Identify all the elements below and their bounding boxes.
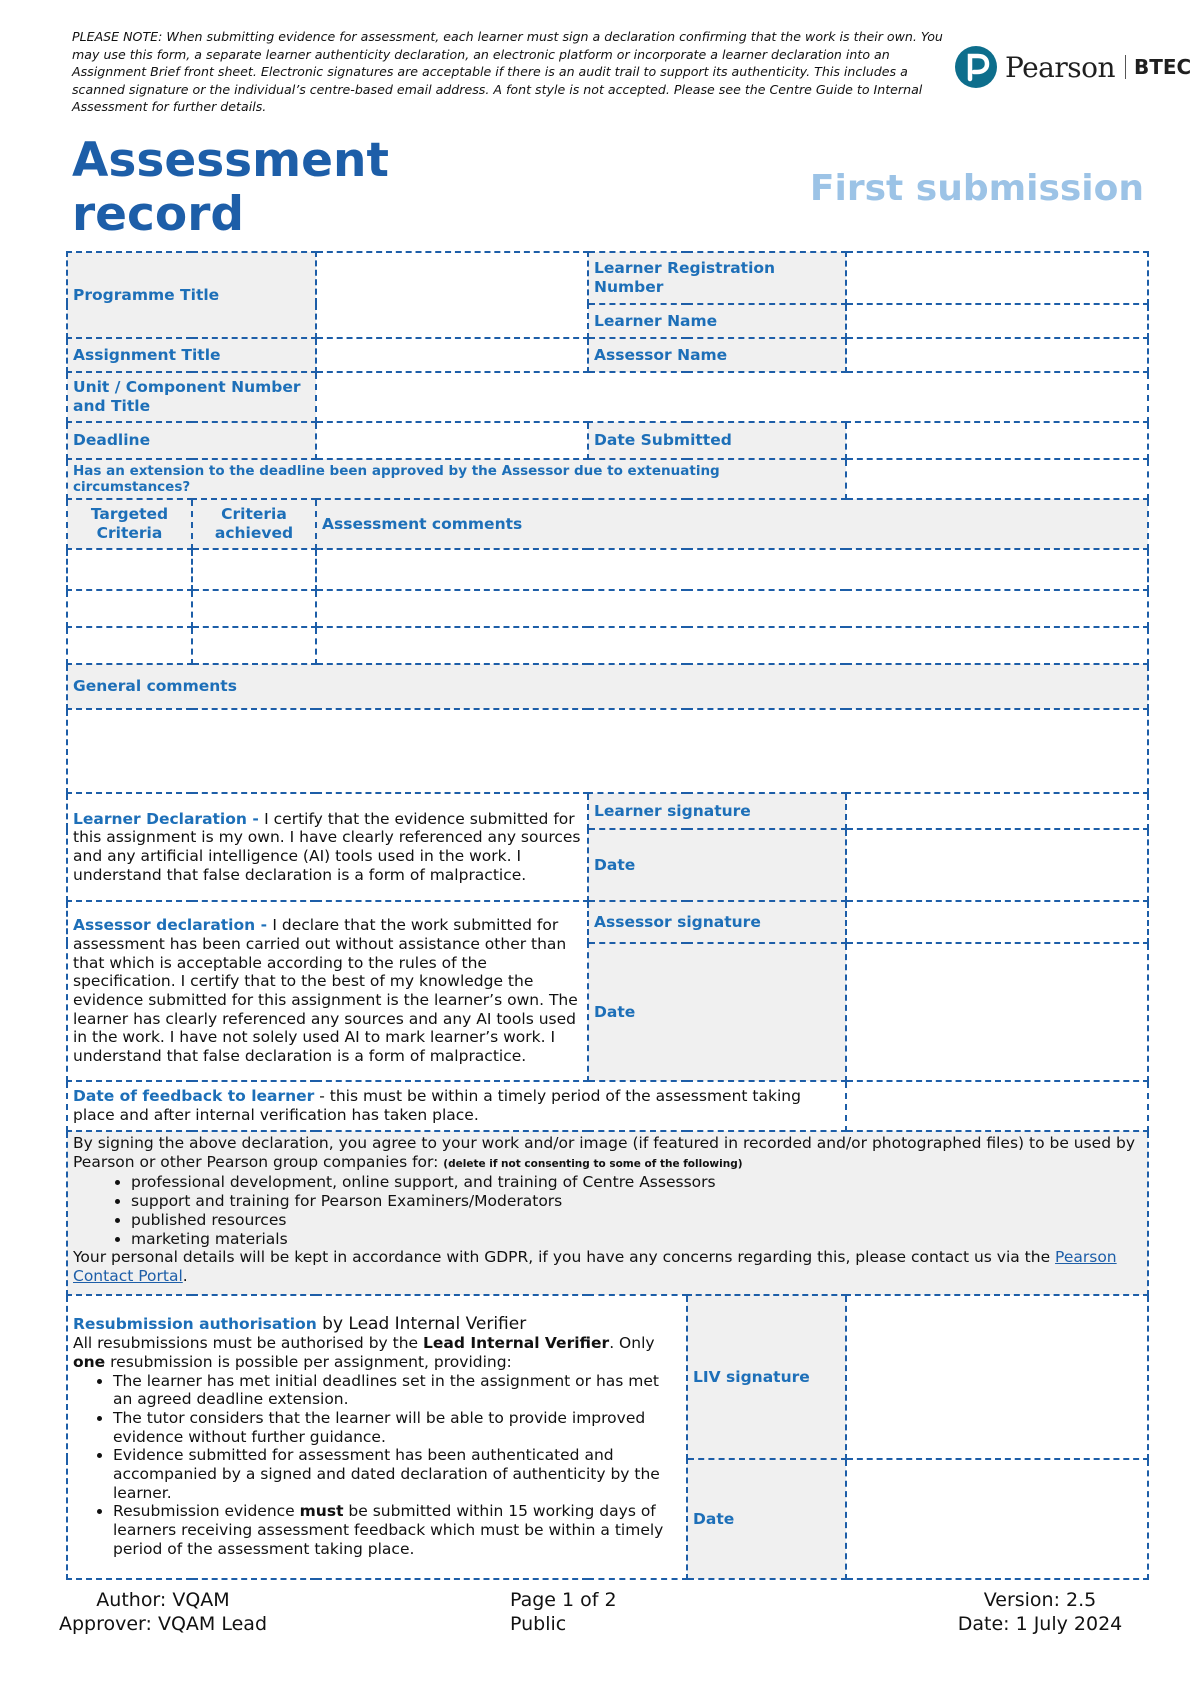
assessor-declaration [67, 901, 588, 1081]
assessment-comments-cell[interactable] [316, 627, 1148, 664]
general-comments-label: General comments [67, 664, 1148, 709]
gdpr-list-item: • professional development, online support, and training of Centre Assessors [131, 1173, 1142, 1192]
extension-question-label: Has an extension to the deadline been approved by the Assessor due to extenuating circumstances? [67, 459, 846, 499]
footer-right [920, 1588, 1160, 1636]
targeted-criteria-header: Targeted Criteria [67, 499, 192, 549]
footer-left [43, 1588, 283, 1636]
gdpr-list [73, 1173, 1142, 1248]
extension-answer-field[interactable] [846, 459, 1148, 499]
gdpr-intro: By signing the above declaration, you agree to your work and/or image (if featured in recorded and/or photographed files) to be used by Pearson or other Pearson group companies for: [73, 1134, 1135, 1171]
deadline-label: Deadline [67, 422, 316, 459]
learner-date-field[interactable] [846, 829, 1148, 901]
liv-signature-label: LIV signature [687, 1295, 846, 1459]
deadline-field[interactable] [316, 422, 588, 459]
resubmission-condition: • Evidence submitted for assessment has been authenticated and accompanied by a signed and dated declaration of authenticity by the learner. [113, 1446, 681, 1502]
assessor-name-field[interactable] [846, 338, 1148, 372]
resubmission-condition-4b: must [299, 1502, 344, 1521]
feedback-date-field[interactable] [846, 1081, 1148, 1131]
footer-date: Date: 1 July 2024 [957, 1613, 1123, 1635]
programme-title-label: Programme Title [67, 252, 316, 338]
assignment-title-field[interactable] [316, 338, 588, 372]
pearson-contact-portal-link[interactable]: Pearson Contact Portal [73, 1248, 1117, 1285]
assessment-record-table [66, 251, 1149, 1580]
learner-reg-number-field[interactable] [846, 252, 1148, 304]
title-line-1: Assessment [72, 133, 389, 188]
resubmission-conditions [73, 1372, 681, 1559]
resubmission-condition-4a: Resubmission evidence [113, 1502, 300, 1521]
learner-declaration-label: Learner Declaration - [73, 809, 265, 828]
gdpr-consent [67, 1131, 1148, 1295]
resubmission-text-1: All resubmissions must be authorised by the [73, 1334, 423, 1353]
feedback-date-label [67, 1081, 846, 1131]
title-line-2: record [72, 187, 245, 242]
criteria-achieved-cell[interactable] [192, 549, 316, 590]
footer-version: Version: 2.5 [983, 1589, 1097, 1611]
pearson-p-icon [955, 46, 997, 88]
gdpr-end: . [182, 1266, 188, 1285]
footer-author: Author: VQAM [96, 1589, 230, 1611]
resubmission-bold-2: one [73, 1352, 106, 1371]
liv-date-label: Date [687, 1459, 846, 1579]
learner-signature-label: Learner signature [588, 793, 846, 829]
learner-declaration-text: I certify that the evidence submitted for this assignment is my own. I have clearly referenced any sources and any artificial intelligence (AI) tools used in the work. I understand that false declaration is a form of malpractice. [73, 809, 581, 884]
resubmission-label: Resubmission authorisation [73, 1315, 317, 1334]
targeted-criteria-cell[interactable] [67, 549, 192, 590]
page-title [72, 134, 389, 242]
unit-component-label: Unit / Component Number and Title [67, 372, 316, 422]
programme-title-field[interactable] [316, 252, 588, 338]
unit-component-field[interactable] [316, 372, 1148, 422]
resubmission-bold-1: Lead Internal Verifier [423, 1334, 610, 1353]
liv-signature-field[interactable] [846, 1295, 1148, 1459]
logo-brand: Pearson [1005, 50, 1115, 84]
criteria-achieved-cell[interactable] [192, 590, 316, 627]
gdpr-small-print: (delete if not consenting to some of the following) [443, 1157, 743, 1170]
assessment-comments-header: Assessment comments [316, 499, 1148, 549]
footer-classification: Public [510, 1613, 567, 1635]
criteria-achieved-cell[interactable] [192, 627, 316, 664]
resubmission-text-2: . Only [609, 1334, 655, 1353]
footer-center [510, 1588, 730, 1636]
feedback-date-label-text: - this must be within a timely period of the assessment taking place and after internal verification has taken place. [73, 1087, 801, 1124]
resubmission-condition [113, 1502, 681, 1558]
learner-signature-field[interactable] [846, 793, 1148, 829]
resubmission-condition: • The tutor considers that the learner will be able to provide improved evidence without further guidance. [113, 1409, 681, 1446]
resubmission-by: by Lead Internal Verifier [316, 1314, 527, 1335]
resubmission-condition: • The learner has met initial deadlines set in the assignment or has met an agreed deadline extension. [113, 1372, 681, 1409]
gdpr-list-item: • support and training for Pearson Examiners/Moderators [131, 1192, 1142, 1211]
submission-type: First submission [809, 168, 1144, 209]
assessor-declaration-text: I declare that the work submitted for assessment has been carried out without assistance other than that which is acceptable according to the rules of the specification. I certify that to the best of my knowledge the evidence submitted for this assignment is the learner’s own. The learner has clearly referenced any sources and any AI tools used in the work. I have not solely used AI to mark learner’s work. I understand that false declaration is a form of malpractice. [73, 916, 578, 1066]
assessor-name-label: Assessor Name [588, 338, 846, 372]
learner-name-label: Learner Name [588, 304, 846, 338]
learner-declaration [67, 793, 588, 901]
resubmission-text-3: resubmission is possible per assignment, providing: [105, 1352, 512, 1371]
assessor-signature-field[interactable] [846, 901, 1148, 943]
assignment-title-label: Assignment Title [67, 338, 316, 372]
assessor-declaration-label: Assessor declaration - [73, 916, 273, 935]
header-note: PLEASE NOTE: When submitting evidence for assessment, each learner must sign a declaration confirming that the work is their own. You may use this form, a separate learner authenticity declaration, an electronic platform or incorporate a learner declaration into an Assignment Brief front sheet. Electronic signatures are acceptable if there is an audit trail to support its authenticity. This includes a scanned signature or the individual’s centre-based email address. A font style is not accepted. Please see the Centre Guide to Internal Assessment for further details. [72, 29, 943, 114]
learner-date-label: Date [588, 829, 846, 901]
targeted-criteria-cell[interactable] [67, 590, 192, 627]
assessment-comments-cell[interactable] [316, 549, 1148, 590]
assessment-comments-cell[interactable] [316, 590, 1148, 627]
liv-date-field[interactable] [846, 1459, 1148, 1579]
assessor-signature-label: Assessor signature [588, 901, 846, 943]
learner-reg-number-label: Learner Registration Number [588, 252, 846, 304]
gdpr-list-item: • marketing materials [131, 1230, 1142, 1249]
gdpr-outro: Your personal details will be kept in accordance with GDPR, if you have any concerns regarding this, please contact us via the [73, 1248, 1056, 1267]
logo-product: BTEC [1134, 55, 1192, 79]
resubmission-authorisation [67, 1295, 687, 1579]
assessor-date-field[interactable] [846, 943, 1148, 1081]
gdpr-list-item: • published resources [131, 1211, 1142, 1230]
resubmission-condition-4c: be submitted within 15 working days of learners receiving assessment feedback which must be within a timely period of the assessment taking place. [113, 1502, 664, 1558]
footer-approver: Approver: VQAM Lead [58, 1613, 268, 1635]
learner-name-field[interactable] [846, 304, 1148, 338]
criteria-achieved-header: Criteria achieved [192, 499, 316, 549]
date-submitted-field[interactable] [846, 422, 1148, 459]
footer-page: Page 1 of 2 [510, 1589, 617, 1611]
feedback-date-label-title: Date of feedback to learner [73, 1087, 315, 1106]
pearson-btec-logo [955, 46, 1191, 88]
targeted-criteria-cell[interactable] [67, 627, 192, 664]
assessor-date-label: Date [588, 943, 846, 1081]
date-submitted-label: Date Submitted [588, 422, 846, 459]
logo-separator [1125, 55, 1126, 79]
general-comments-field[interactable] [67, 709, 1148, 793]
